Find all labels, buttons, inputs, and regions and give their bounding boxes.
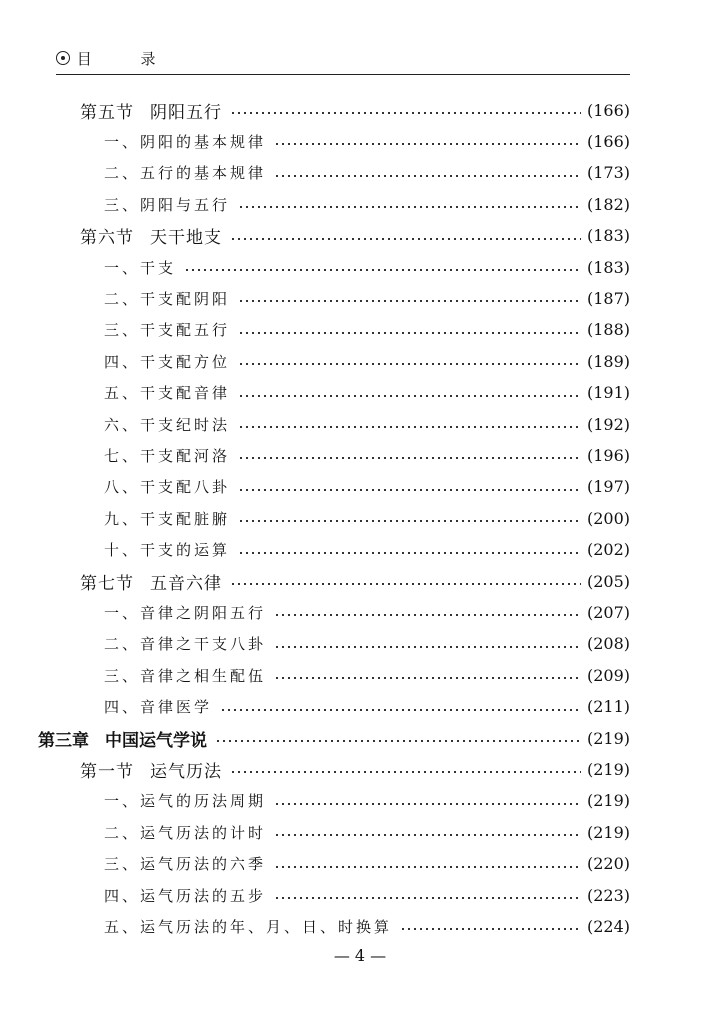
toc-entry-page: (219) [586,728,630,748]
header-title: 目 录 [76,50,178,68]
toc-entry[interactable] [104,912,630,940]
toc-entry-text: 七、干支配河洛 [104,446,231,465]
toc-entry-title [38,726,207,751]
toc-entry-page: (182) [586,194,630,214]
toc-entry[interactable] [104,441,630,469]
dot-leader [238,489,581,491]
toc-entry-page: (183) [586,257,630,277]
dot-leader [274,614,581,616]
toc-entry[interactable] [104,536,630,564]
toc-entry-title [104,633,266,654]
toc-entry[interactable] [104,881,630,909]
toc-entry-page: (209) [586,665,630,685]
dot-leader [238,363,581,365]
toc-entry-title [104,696,212,717]
toc-entry[interactable] [104,159,630,187]
toc-entry-title [104,445,230,466]
toc-entry[interactable] [80,755,630,783]
toc-entry[interactable] [104,316,630,344]
toc-entry-page: (189) [586,351,630,371]
toc-entry-page: (188) [586,320,630,340]
toc-entry-title [104,351,230,372]
toc-entry-text: 运气历法 [150,761,222,782]
toc-entry[interactable] [104,284,630,312]
toc-entry-text: 阴阳五行 [150,102,222,123]
dot-leader [230,583,581,585]
toc-entry-text: 三、音律之相生配伍 [104,666,267,685]
toc-entry-number: 第五节 [80,102,134,123]
toc-entry-title [104,476,230,497]
dot-leader [230,771,581,773]
toc-entry-title [80,757,222,782]
toc-entry-text: 中国运气学说 [105,730,207,751]
toc-entry-text: 三、运气历法的六季 [104,855,267,874]
toc-entry-page: (202) [586,540,630,560]
toc-entry-title [80,569,222,594]
dot-leader [230,238,581,240]
toc-entry-title [104,162,266,183]
toc-entry-text: 四、运气历法的五步 [104,886,267,905]
toc-entry-page: (183) [586,226,630,246]
toc-entry-title [104,319,230,340]
toc-entry-title [104,257,176,278]
toc-entry[interactable] [104,630,630,658]
toc-entry-title [104,853,266,874]
toc-entry-text: 五音六律 [150,573,222,594]
toc-entry[interactable] [104,347,630,375]
toc-entry-page: (211) [586,697,630,717]
dot-leader [238,426,581,428]
toc-entry-page: (196) [586,445,630,465]
toc-entry[interactable] [104,693,630,721]
toc-entry[interactable] [80,96,630,124]
running-header [56,48,630,75]
toc-entry-title [80,223,222,248]
dot-leader [230,112,581,114]
dot-leader [220,709,581,711]
toc-entry-page: (166) [586,131,630,151]
dot-leader [274,897,581,899]
toc-entry-title [104,288,230,309]
dot-leader [238,395,581,397]
toc-entry-text: 二、音律之干支八卦 [104,635,267,654]
toc-entry-page: (173) [586,163,630,183]
toc-entry-title [80,98,222,123]
toc-entry-text: 二、运气历法的计时 [104,823,267,842]
toc-entry-text: 四、音律医学 [104,698,213,717]
toc-entry[interactable] [80,222,630,250]
toc-entry-page: (192) [586,414,630,434]
toc-entry-title [104,602,266,623]
dot-leader [238,457,581,459]
toc-entry-text: 三、干支配五行 [104,321,231,340]
toc-entry-title [104,194,230,215]
toc-entry-page: (197) [586,477,630,497]
dot-leader [238,332,581,334]
toc-entry-text: 一、运气的历法周期 [104,792,267,811]
toc-entry-page: (224) [586,916,630,936]
toc-entry-number: 第三章 [38,730,89,751]
toc-entry-title [104,131,266,152]
toc-entry-title [104,539,230,560]
toc-entry-title [104,508,230,529]
dot-leader [274,175,581,177]
toc-entry-number: 第七节 [80,573,134,594]
dot-leader [274,803,581,805]
toc-entry[interactable] [104,379,630,407]
toc-entry-title [104,822,266,843]
toc-entry-page: (191) [586,383,630,403]
toc-entry-title [104,790,266,811]
toc-entry-page: (208) [586,634,630,654]
dot-leader [400,928,581,930]
dot-leader [274,677,581,679]
dot-leader [274,646,581,648]
toc-entry-text: 一、阴阳的基本规律 [104,132,267,151]
toc-entry-page: (187) [586,288,630,308]
toc-entry[interactable] [104,598,630,626]
toc-entry-title [104,665,266,686]
toc-entry-text: 二、五行的基本规律 [104,164,267,183]
toc-entry[interactable] [104,253,630,281]
dot-leader [238,206,581,208]
toc-entry-text: 一、干支 [104,258,177,277]
toc-entry-page: (207) [586,602,630,622]
toc-entry-page: (200) [586,508,630,528]
toc-entry-page: (223) [586,885,630,905]
toc-entry[interactable] [38,724,630,752]
toc-entry-page: (219) [586,822,630,842]
toc-entry-text: 二、干支配阴阳 [104,289,231,308]
toc-entry[interactable] [80,567,630,595]
toc-entry-page: (205) [586,571,630,591]
toc-entry[interactable] [104,850,630,878]
toc-entry-number: 第一节 [80,761,134,782]
toc-entry-page: (219) [586,759,630,779]
toc-entry[interactable] [104,410,630,438]
dot-leader [238,520,581,522]
toc-entry-text: 五、运气历法的年、月、日、时换算 [104,917,393,936]
toc-entry-page: (220) [586,854,630,874]
toc-entry[interactable] [104,818,630,846]
toc-entry-text: 天干地支 [150,228,222,249]
circle-dot-icon [56,51,70,65]
toc-entry-text: 九、干支配脏腑 [104,509,231,528]
toc-entry[interactable] [104,504,630,532]
toc-entry-page: (219) [586,791,630,811]
toc-entry-number: 第六节 [80,228,134,249]
dot-leader [274,143,581,145]
dot-leader [238,300,581,302]
toc-entry-title [104,916,392,937]
dot-leader [274,834,581,836]
toc-entry-text: 十、干支的运算 [104,541,231,560]
toc-entry-text: 四、干支配方位 [104,352,231,371]
toc-entry-title [104,885,266,906]
toc-entry-title [104,382,230,403]
page-number: — 4 — [333,946,387,965]
dot-leader [184,269,581,271]
toc-entry-text: 三、阴阳与五行 [104,195,231,214]
toc-entry[interactable] [104,787,630,815]
toc-entry-text: 一、音律之阴阳五行 [104,603,267,622]
toc-entry-text: 八、干支配八卦 [104,478,231,497]
dot-leader [238,552,581,554]
toc-entry-page: (166) [586,100,630,120]
toc-entry[interactable] [104,473,630,501]
toc-entry-text: 五、干支配音律 [104,384,231,403]
toc-entry[interactable] [104,190,630,218]
dot-leader [274,866,581,868]
dot-leader [215,740,581,742]
toc-entry-text: 六、干支纪时法 [104,415,231,434]
toc-entry-title [104,414,230,435]
toc-entry[interactable] [104,661,630,689]
toc-entry[interactable] [104,127,630,155]
